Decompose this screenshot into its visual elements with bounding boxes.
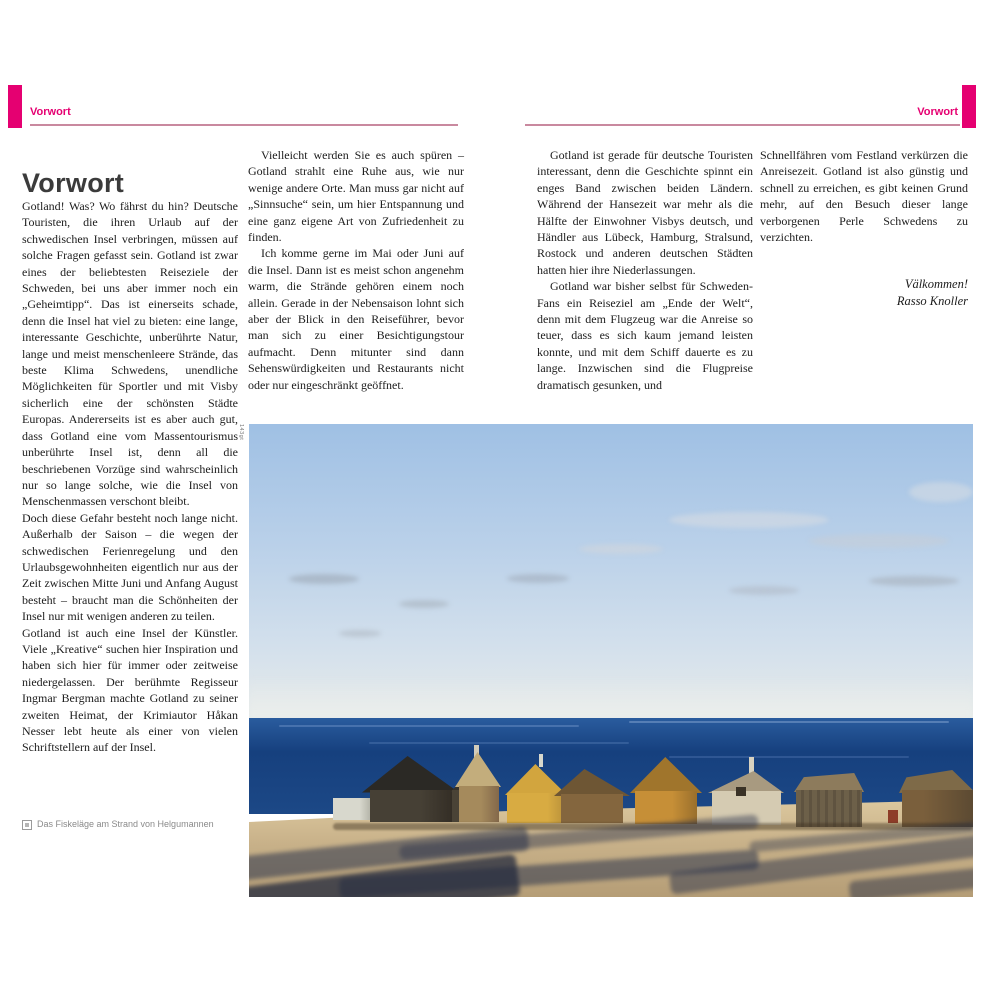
red-shed xyxy=(888,810,898,823)
text-column-4 xyxy=(760,147,968,245)
text-column-2 xyxy=(248,147,464,393)
cloud xyxy=(289,574,359,584)
cloud xyxy=(669,512,829,528)
paragraph: Gotland war bisher selbst für Schweden-Fans ein Reiseziel am „Ende der Welt“, denn mit dem Flugzeug war die Anreise so teuer, dass es sich kaum jemand leisten konnte, und mit dem Schiff dauerte es zu lange. Inzwischen sind die Flugpreise dramatisch gesunken, und xyxy=(537,279,753,392)
paragraph: Gotland ist auch eine Insel der Künstler. Viele „Kreative“ suchen hier Inspiration und haben sich hier für immer oder zeitweise niedergelassen. Der berühmte Regisseur Ingmar Bergman machte Gotland zu seiner zweiten Heimat, der Krimiautor Håkan Nesser lebt heute als einer von vielen Schriftstellern auf der Insel. xyxy=(22,625,238,755)
page-corner-tab-right xyxy=(962,85,976,128)
running-head-left: Vorwort xyxy=(30,106,71,118)
hut-chimney xyxy=(539,754,543,767)
paragraph: Gotland ist gerade für deutsche Touristen interessant, denn die Geschichte spinnt ein enges Band zwischen beiden Ländern. Während der Hansezeit war mehr als die Hälfte der Einwohner Visbys deutsch, und Händler aus Lübeck, Hamburg, Stralsund, Rostock und anderen deutschen Städten hatten hier ihre Niederlassungen. xyxy=(537,148,753,277)
cloud xyxy=(909,482,973,502)
photo-caption xyxy=(22,819,214,830)
hut-window xyxy=(736,787,746,796)
running-head-right: Vorwort xyxy=(917,106,958,118)
photo-credit: 143gt xyxy=(238,424,244,441)
text-column-3 xyxy=(537,147,753,393)
sea-streak xyxy=(279,725,579,727)
fishing-hut-wall xyxy=(459,786,499,822)
horizon-haze xyxy=(249,676,973,718)
fishing-hut-wall xyxy=(370,790,454,822)
paragraph: Gotland! Was? Wo fährst du hin? Deutsche Touristen, die ihren Urlaub auf der schwedischen Insel verbringen, müssen auf solche Fragen gefasst sein. Gotland ist zwar eines der beliebtesten Reiseziele der Schweden, bei uns aber immer noch ein „Geheimtipp“. Das ist einerseits schade, denn die Insel hat viel zu bieten: eine lange, interessante Geschichte, unberührte Natur, lange und meist menschenleere Strände, das beste Klima Schwedens, unendliche Möglichkeiten für Sportler und mit Visby sicherlich eine der schönsten Städte Europas. Andererseits ist es aber auch gut, dass Gotland eine vom Massentourismus unberührte Insel ist, denn all die beschriebenen Vorzüge sind wahrscheinlich nur so lange solche, wie die Insel von Menschenmassen verschont bleibt. xyxy=(22,199,238,509)
cloud xyxy=(339,630,381,637)
cloud xyxy=(729,586,799,595)
photo-caption-text: Das Fiskeläge am Strand von Helgumannen xyxy=(37,819,214,829)
text-column-1 xyxy=(22,198,238,756)
cloud xyxy=(809,534,949,548)
paragraph: Vielleicht werden Sie es auch spüren – Gotland strahlt eine Ruhe aus, wie nur wenige andere Orte. Man muss gar nicht auf „Sinnsuche“ sein, um hier Entspannung und eine ganz eigene Art von Zufriedenheit zu finden. xyxy=(248,148,464,245)
author-signature xyxy=(760,276,968,310)
paragraph: Ich komme gerne im Mai oder Juni auf die Insel. Dann ist es meist schon angenehm warm, die Strände gehören einem noch allein. Gerade in der Nebensaison lohnt sich aber der Blick in den Reiseführer, bevor man sich zu einer Besichtigungstour aufmacht. Denn mitunter sind dann Sehenswürdigkeiten und Restaurants nicht oder nur eingeschränkt geöffnet. xyxy=(248,246,464,392)
header-rule-left xyxy=(30,124,458,126)
cloud xyxy=(507,574,569,583)
photo-marker-icon xyxy=(22,820,32,830)
fishing-hut-wall xyxy=(561,794,623,823)
fishing-hut-shed xyxy=(333,798,371,820)
page-title: Vorwort xyxy=(22,168,125,199)
signature-greeting: Välkommen! xyxy=(904,277,968,291)
cloud xyxy=(399,600,449,608)
fishing-hut-wall xyxy=(796,790,862,827)
beach-photo xyxy=(249,424,973,897)
cloud xyxy=(869,576,959,586)
header-rule-right xyxy=(525,124,960,126)
sea-streak xyxy=(669,756,909,758)
fishing-hut-wall xyxy=(507,793,565,823)
paragraph: Doch diese Gefahr besteht noch lange nicht. Außerhalb der Saison – die wegen der schwedischen Ferienregelung und den Urlaubsgewohnheiten eigentlich nur aus der Zeit zwischen Mitte Juni und Anfang August besteht – braucht man die Schönheiten der Insel nur mit wenigen anderen zu teilen. xyxy=(22,510,238,624)
signature-author: Rasso Knoller xyxy=(896,294,968,308)
fishing-hut-wall xyxy=(902,790,973,827)
cloud xyxy=(579,544,663,554)
paragraph: Schnellfähren vom Festland verkürzen die Anreisezeit. Gotland ist also günstig und schnell zu erreichen, es gibt keinen Grund mehr, auf den Besuch dieser lange verborgenen Perle Schwedens zu verzichten. xyxy=(760,148,968,245)
fishing-hut-wall xyxy=(635,791,697,824)
sea-streak xyxy=(369,742,629,744)
page-corner-tab-left xyxy=(8,85,22,128)
sea-streak xyxy=(629,721,949,723)
